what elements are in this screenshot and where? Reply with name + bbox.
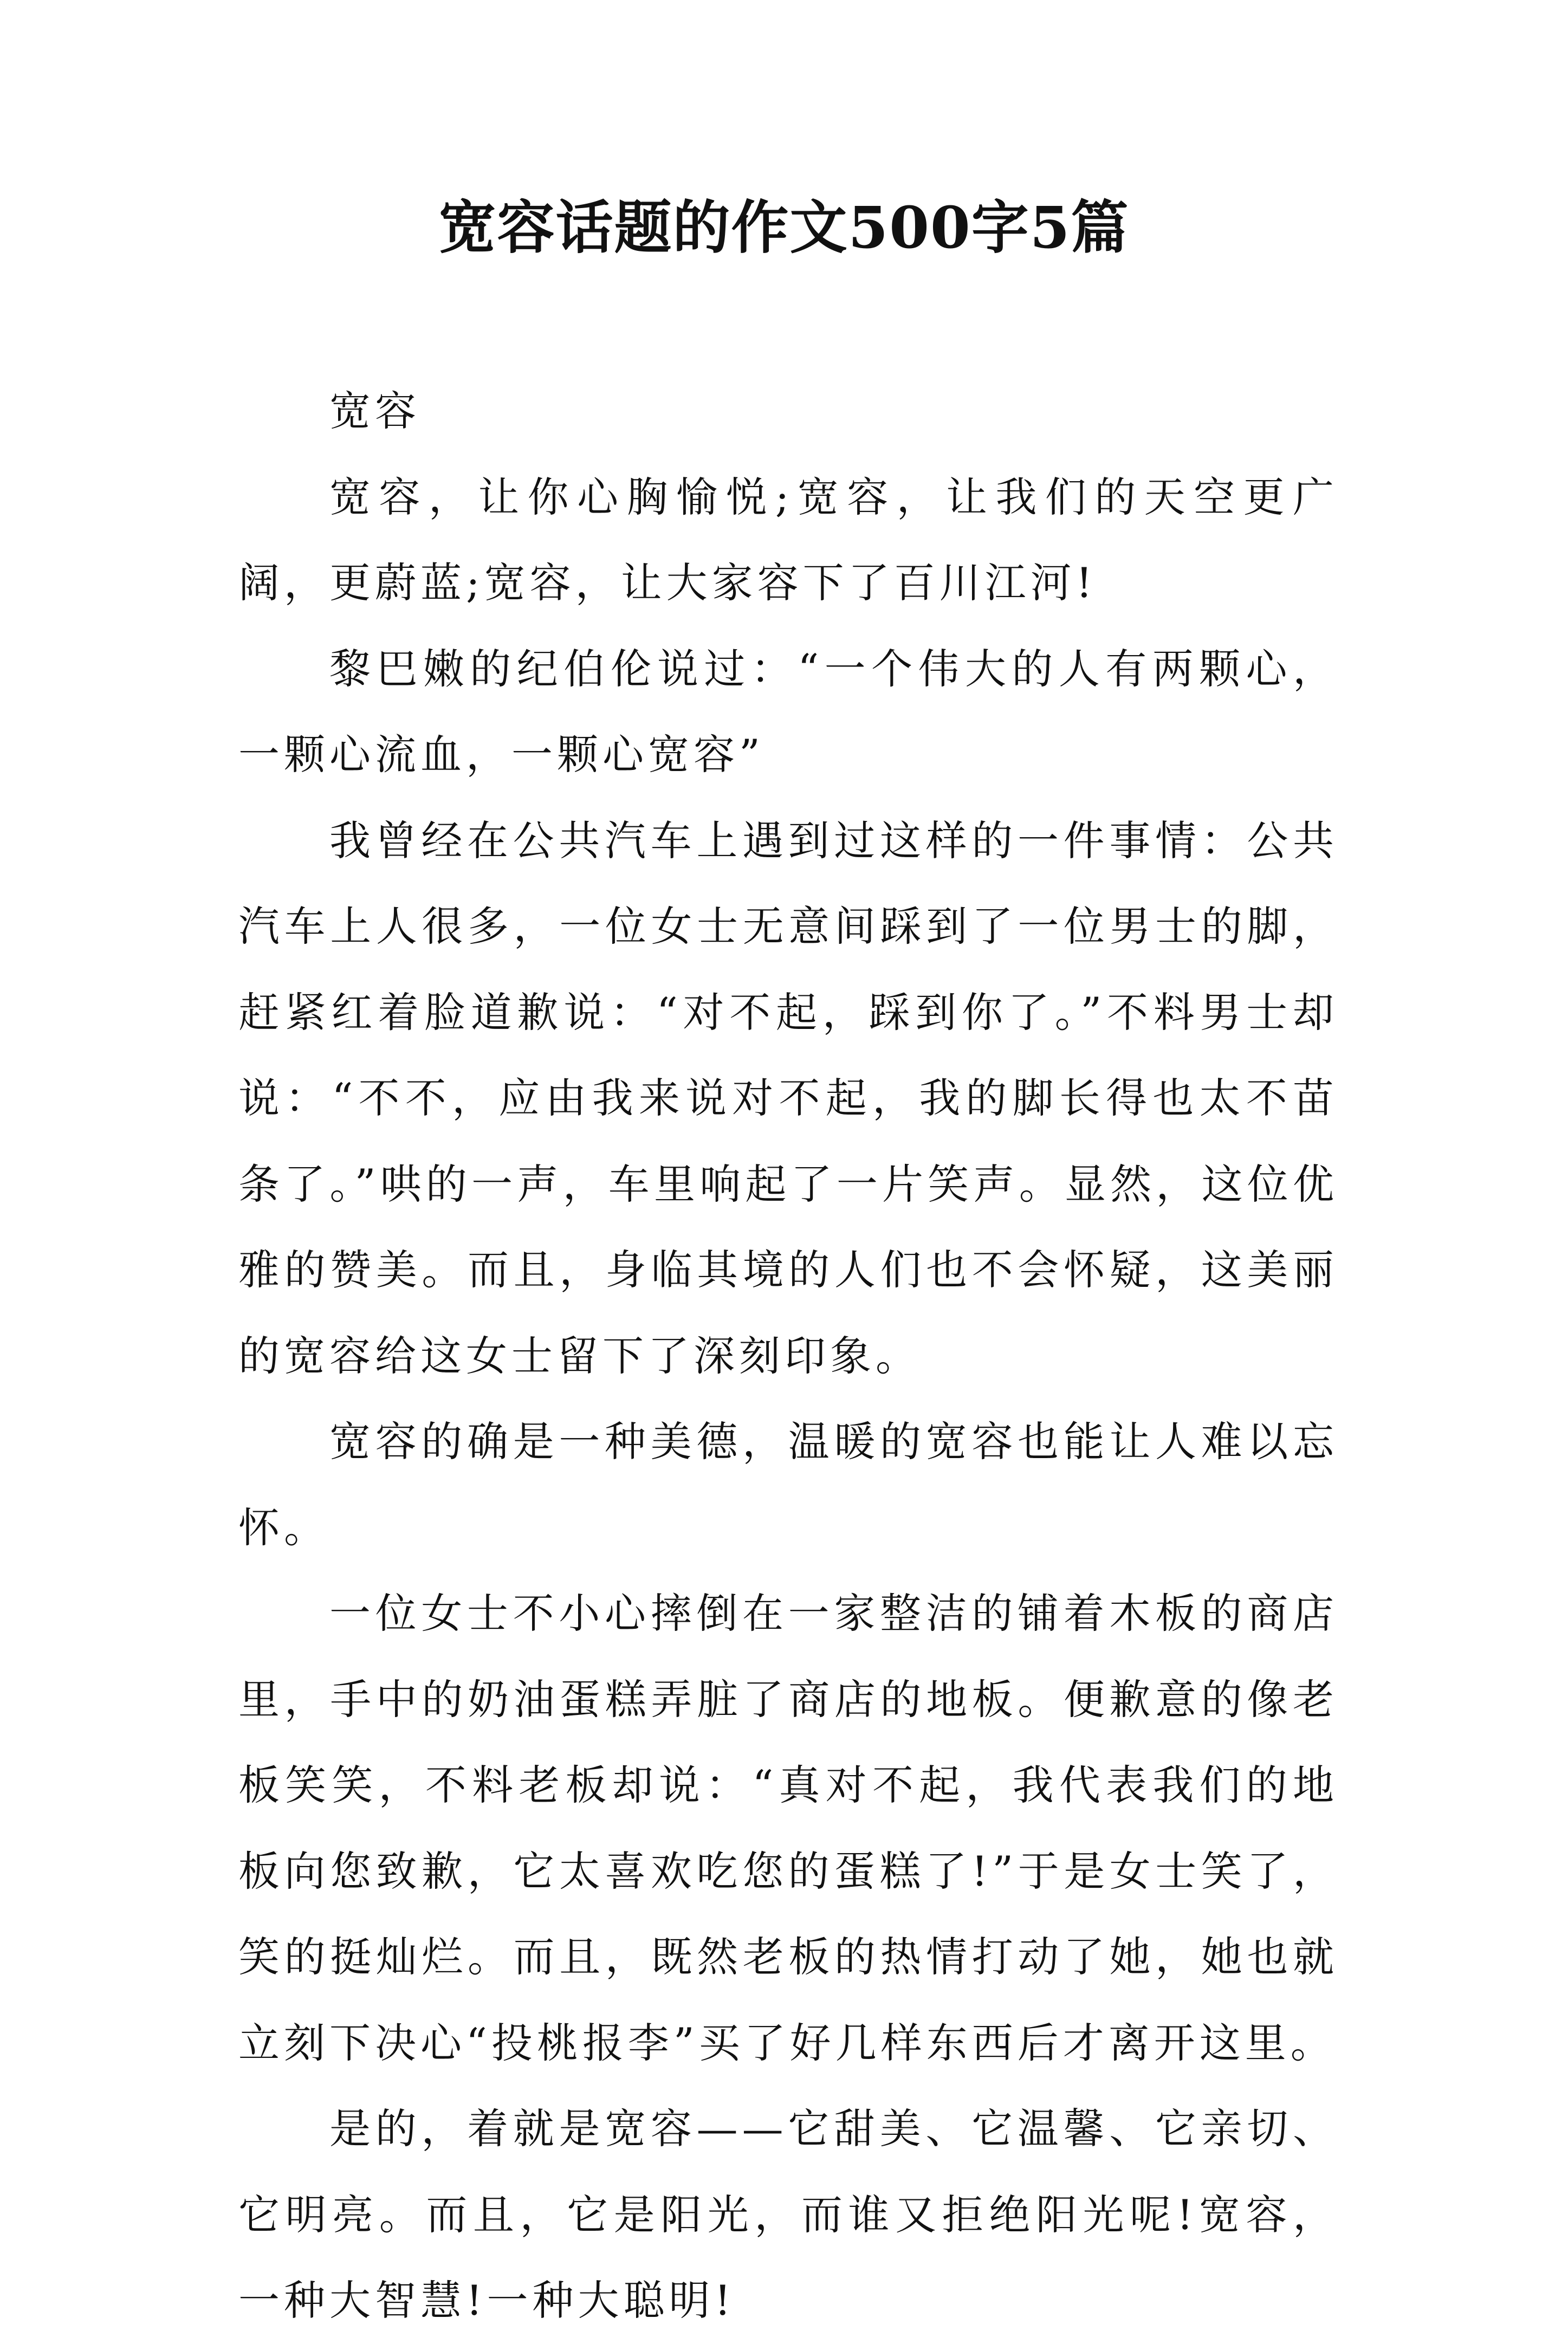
document-title: 宽容话题的作文500字5篇 [438,193,1130,261]
paragraph: 宽容，让你心胸愉悦;宽容，让我们的天空更广阔，更蔚蓝;宽容，让大家容下了百川江河! [238,472,1338,607]
paragraph-heading: 宽容 [329,387,420,435]
paragraph: 是的，着就是宽容——它甜美、它温馨、它亲切、它明亮。而且，它是阳光，而谁又拒绝阳光呢!宽容，一种大智慧!一种大聪明! [238,2105,1338,2324]
paragraph: 我曾经在公共汽车上遇到过这样的一件事情：公共汽车上人很多，一位女士无意间踩到了一位男士的脚，赶紧红着脸道歉说：“对不起，踩到你了。”不料男士却说：“不不，应由我来说对不起，我的脚长得也太不苗条了。”哄的一声，车里响起了一片笑声。显然，这位优雅的赞美。而且，身临其境的人们也不会怀疑，这美丽的宽容给这女士留下了深刻印象。 [238,816,1338,1380]
paragraph: 宽容的确是一种美德，温暖的宽容也能让人难以忘怀。 [238,1417,1338,1552]
paragraph: 黎巴嫩的纪伯伦说过：“一个伟大的人有两颗心，一颗心流血，一颗心宽容” [238,644,1338,779]
document-body [238,368,1338,2344]
paragraph: 一位女士不小心摔倒在一家整洁的铺着木板的商店里，手中的奶油蛋糕弄脏了商店的地板。便歉意的像老板笑笑，不料老板却说：“真对不起，我代表我们的地板向您致歉，它太喜欢吃您的蛋糕了!”于是女士笑了，笑的挺灿烂。而且，既然老板的热情打动了她，她也就立刻下决心“投桃报李”买了好几样东西后才离开这里。 [238,1589,1338,2067]
